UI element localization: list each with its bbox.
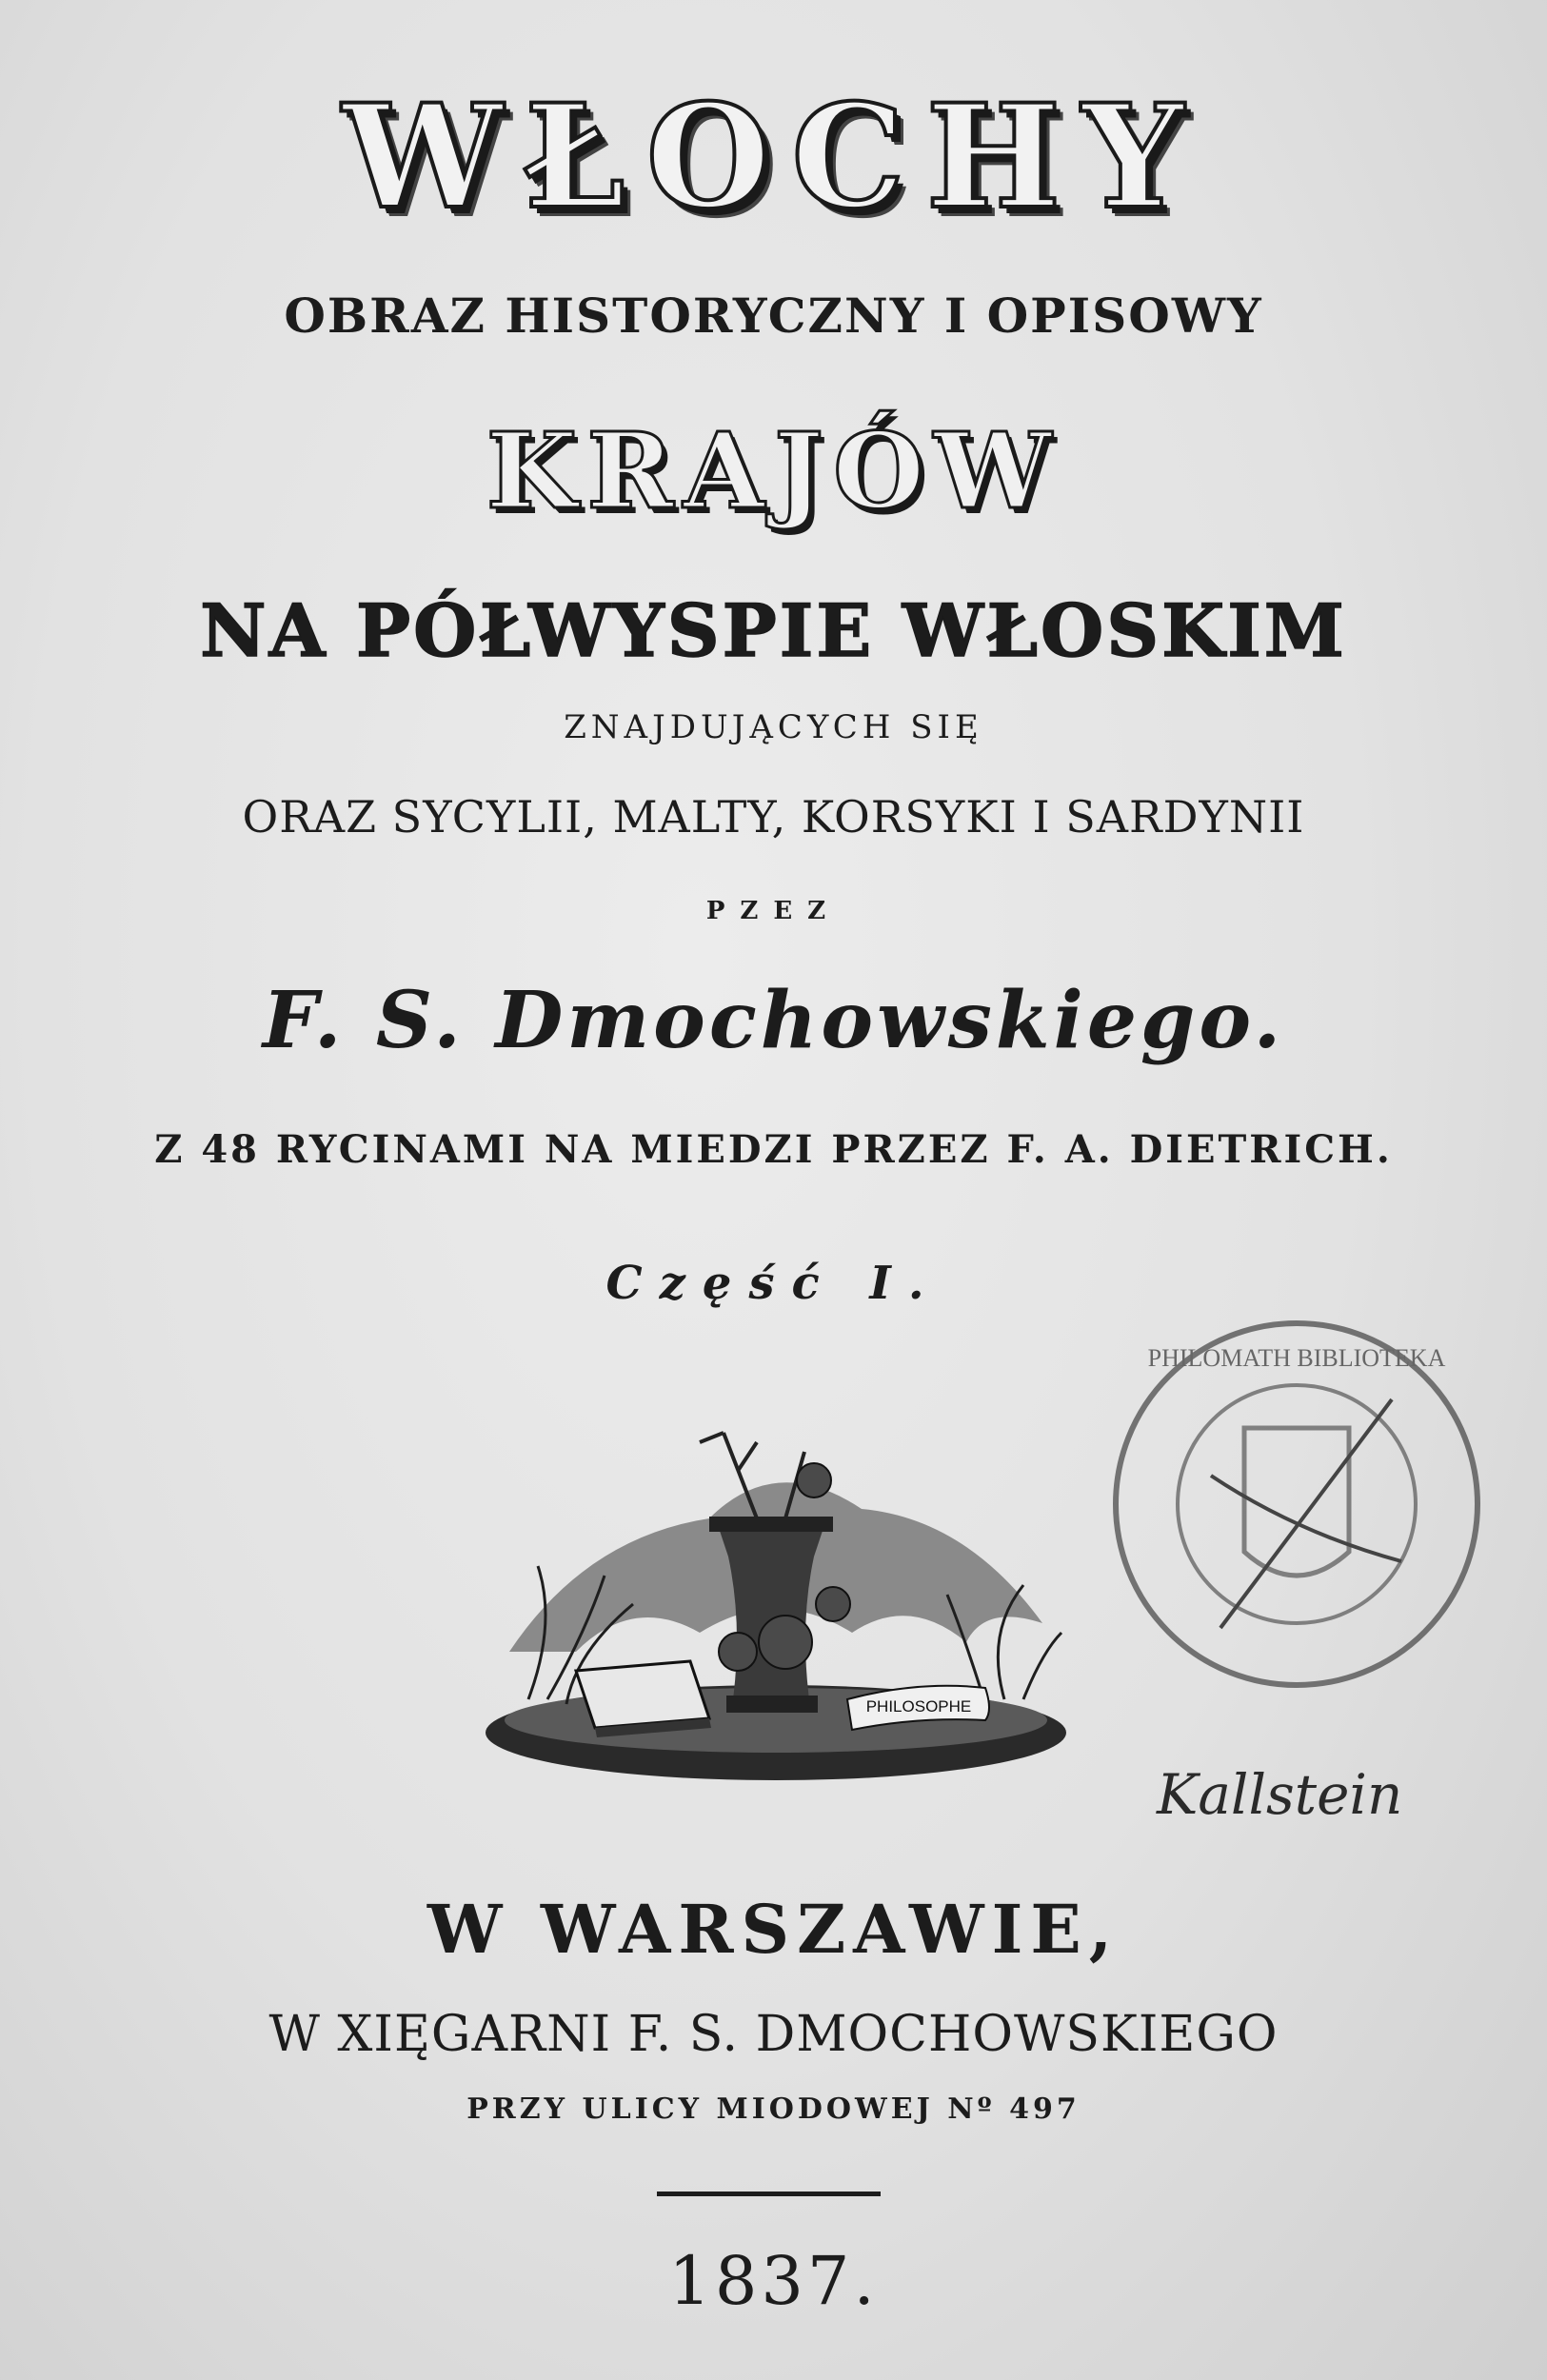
stamp-text: PHILOMATH BIBLIOTEKA [1147,1344,1446,1372]
main-title: WŁOCHY [342,73,1205,241]
signature-text: Kallstein [1157,1762,1403,1827]
line-znajdujacych: ZNAJDUJĄCYCH SIĘ [564,708,983,746]
handwritten-signature-icon [1147,1737,1509,1852]
imprint-year: 1837. [668,2242,879,2320]
library-stamp-icon [1106,1314,1487,1695]
title-krajow: KRAJÓW [486,409,1061,532]
title-peninsula: NA PÓŁWYSPIE WŁOSKIM [200,588,1347,673]
line-engravings: Z 48 RYCINAMI NA MIEDZI PRZEZ F. A. DIETRICH. [154,1127,1393,1172]
divider-rule [657,2192,881,2196]
subtitle-historical: OBRAZ HISTORYCZNY I OPISOWY [284,288,1263,344]
volume-part: Część I. [605,1257,942,1310]
imprint-bookshop: W XIĘGARNI F. S. DMOCHOWSKIEGO [268,2006,1279,2063]
vignette-illustration-icon [471,1414,1081,1795]
scroll-label: PHILOSOPHE [865,1697,972,1716]
line-przez: PZEZ [705,897,842,925]
author-name: F. S. Dmochowskiego. [262,975,1285,1066]
imprint-city: W WARSZAWIE, [426,1890,1121,1969]
line-islands: ORAZ SYCYLII, MALTY, KORSYKI I SARDYNII [242,791,1305,843]
imprint-street: PRZY ULICY MIODOWEJ Nº 497 [466,2092,1081,2126]
